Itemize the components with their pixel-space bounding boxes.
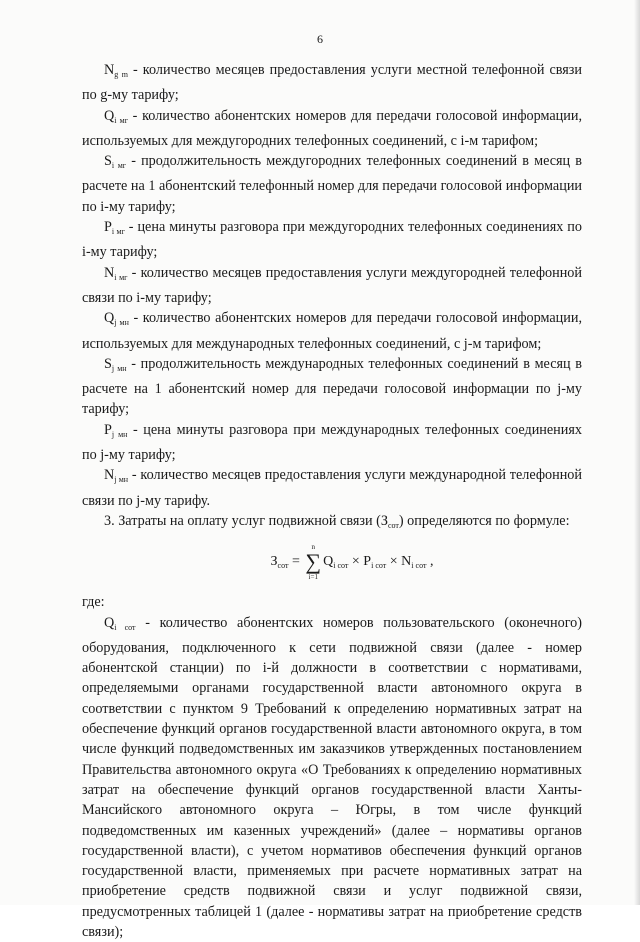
section-3-text-after: ) определяются по формуле: xyxy=(398,512,570,529)
term-text: - количество абонентских номеров для передачи голосовой информации, используемых для междугородних телефонных соединений, с i-м тарифом; xyxy=(82,107,582,149)
term-symbol: N xyxy=(104,467,115,484)
term-definition xyxy=(82,308,582,354)
term-text: - продолжительность международных телефонных соединений в месяц в расчете на 1 абонентский номер для передачи голосовой информации по j-му тарифу; xyxy=(82,355,582,418)
term-symbol-sub: j мн xyxy=(114,475,129,485)
term-text: - количество месяцев предоставления услуги местной телефонной связи по g-му тарифу; xyxy=(82,62,582,104)
term-symbol: Q xyxy=(104,107,115,124)
term-symbol: P xyxy=(104,219,112,236)
section-3-text-before: 3. Затраты на оплату услуг подвижной связи ( xyxy=(104,512,381,529)
term-symbol: Q xyxy=(104,310,115,327)
formula-tail: , xyxy=(426,554,434,570)
cost-formula xyxy=(122,542,582,582)
term-definition xyxy=(82,151,582,217)
definition-symbol: Q xyxy=(104,614,115,631)
term-symbol: N xyxy=(104,62,115,78)
term-text: - продолжительность междугородних телефонных соединений в месяц в расчете на 1 абонентский телефонный номер для передачи голосовой информации по i-му тарифу; xyxy=(82,153,582,215)
term-text: - количество месяцев предоставления услуги междугородней телефонной связи по i-му тарифу; xyxy=(82,264,582,306)
term-text: - количество абонентских номеров для передачи голосовой информации, используемых для международных телефонных соединений, с j-м тарифом; xyxy=(82,310,582,352)
formula-times-2: × xyxy=(386,554,402,570)
term-definition xyxy=(82,420,582,466)
term-symbol-sub: g m xyxy=(114,70,128,79)
section-3-symbol: З xyxy=(380,512,388,529)
term-symbol-sub: j мн xyxy=(111,363,127,373)
term-definition xyxy=(82,106,582,152)
term-symbol-sub: i мг xyxy=(111,161,127,171)
page-number: 6 xyxy=(317,32,323,46)
document-body xyxy=(82,60,582,942)
term-symbol-sub: j мн xyxy=(111,429,128,439)
sum-sign: ∑ xyxy=(305,549,322,575)
definition-text: - количество абонентских номеров пользовательского (оконечного) оборудования, подключенного к сети подвижной связи (далее - номер абонентской станции) по i-й должности в соответствии с нормативами, определяемыми органами государственной власти автономного округа в соответствии с пунктом 9 Требований к определению нормативных затрат на обеспечение функций органов государственной власти автономного округа, в том числе функций подведомственных им заказчиков утвержденных постановлением Правительства автономного округа «О Требованиях к определению нормативных затрат на обеспечение функций органов государственной власти Ханты-Мансийского автономного округа – Югры, в том числе функций подведомственных им казенных учреждений» (далее – нормативы органов государственной власти), с учетом нормативов обеспечения функций органов государственной власти, применяемых при расчете нормативных затрат на приобретение средств подвижной связи и услуг подвижной связи, предусмотренных таблицей 1 (далее - нормативы затрат на приобретение средств связи); xyxy=(82,614,582,940)
section-3-paragraph xyxy=(82,511,582,536)
formula-n-sub: i сот xyxy=(411,561,427,571)
term-definition xyxy=(82,217,582,263)
term-definition xyxy=(82,354,582,420)
term-symbol: S xyxy=(104,153,112,170)
term-definition xyxy=(82,263,582,309)
section-3-symbol-sub: сот xyxy=(387,520,399,530)
term-text: - цена минуты разговора при международных телефонных соединениях по j-му тарифу; xyxy=(82,421,582,464)
term-list xyxy=(82,60,582,511)
sum-lower-limit: i=1 xyxy=(308,573,318,582)
term-symbol-sub: i мг xyxy=(111,227,125,237)
where-label: где: xyxy=(82,594,105,611)
term-text: - цена минуты разговора при междугородних телефонных соединениях по i-му тарифу; xyxy=(82,219,582,261)
term-symbol: S xyxy=(104,355,112,372)
formula-lhs: З xyxy=(270,554,278,570)
term-symbol: P xyxy=(104,421,112,438)
term-definition xyxy=(82,60,582,106)
formula-eq: = xyxy=(288,554,304,570)
term-symbol-sub: i мг xyxy=(114,115,128,125)
definition-paragraph xyxy=(82,613,582,942)
term-symbol: N xyxy=(104,264,115,281)
formula-p-sub: i сот xyxy=(371,561,387,571)
sum-operator xyxy=(305,542,321,582)
definition-symbol-sub: i сот xyxy=(114,622,136,632)
formula-times-1: × xyxy=(348,554,364,570)
term-text: - количество месяцев предоставления услуги международной телефонной связи по j-му тарифу. xyxy=(82,467,582,509)
term-definition xyxy=(82,465,582,511)
formula-p: P xyxy=(363,554,372,570)
formula-n: N xyxy=(401,554,412,570)
term-symbol-sub: i мг xyxy=(114,272,128,282)
term-symbol-sub: j мн xyxy=(114,318,129,328)
sum-upper-limit: n xyxy=(311,543,315,552)
formula-q: Q xyxy=(323,554,334,570)
formula-lhs-sub: сот xyxy=(277,561,289,571)
formula-q-sub: i сот xyxy=(333,561,349,571)
page-edge-shadow xyxy=(634,0,640,905)
